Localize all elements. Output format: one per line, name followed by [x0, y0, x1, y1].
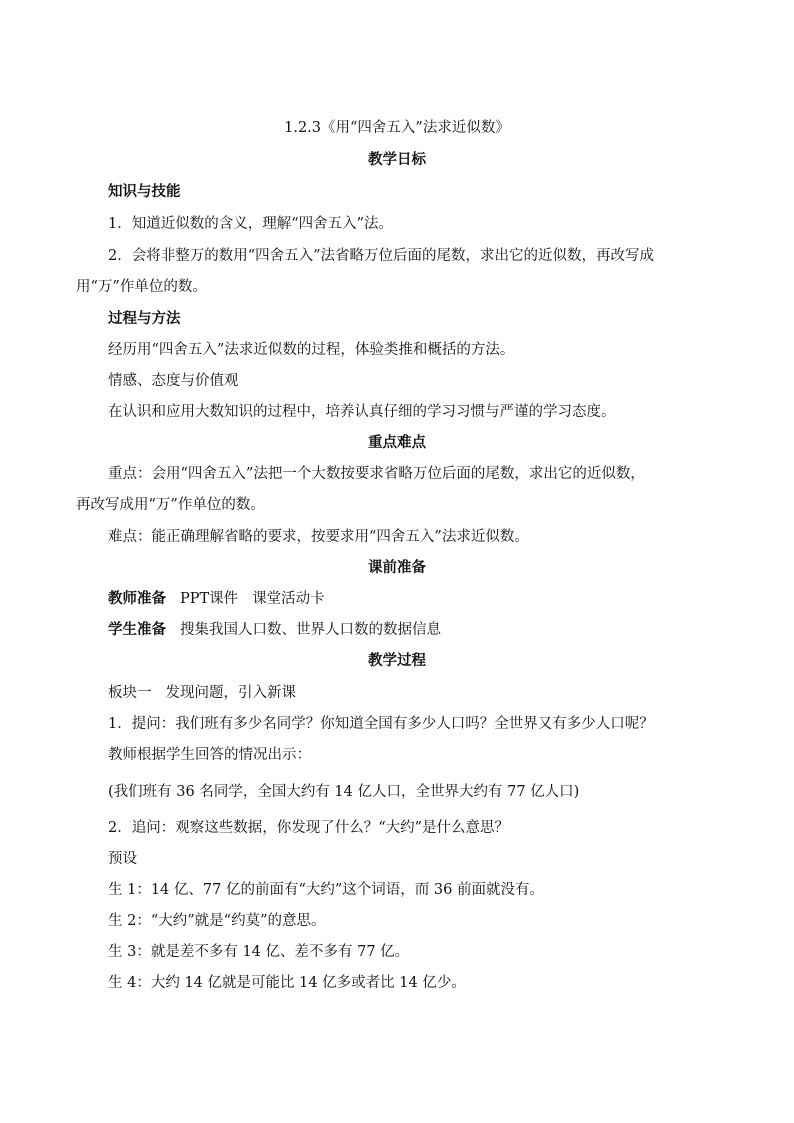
- objective-item-2-line-2: 用“万”作单位的数。: [76, 279, 207, 295]
- student-answer: 生 1：14 亿、77 亿的前面有“大约”这个词语，而 36 前面就没有。: [108, 882, 544, 898]
- question-1-note: 教师根据学生回答的情况出示：: [108, 747, 311, 763]
- teacher-preparation: [0, 589, 794, 609]
- displayed-data: (我们班有 36 名同学，全国大约有 14 亿人口，全世界大约有 77 亿人口): [108, 784, 580, 800]
- focus-line-2: 再改写成用“万”作单位的数。: [76, 497, 265, 513]
- objective-item-1: 1．知道近似数的含义，理解“四舍五入”法。: [108, 216, 394, 232]
- teacher-preparation-label: 教师准备: [108, 590, 166, 607]
- student-preparation-text: 搜集我国人口数、世界人口数的数据信息: [180, 622, 441, 638]
- student-answer: 生 3：就是差不多有 14 亿、差不多有 77 亿。: [108, 944, 410, 960]
- knowledge-heading: 知识与技能: [108, 183, 181, 200]
- student-answer: 生 4：大约 14 亿就是可能比 14 亿多或者比 14 亿少。: [108, 975, 466, 991]
- process-method-text: 经历用“四舍五入”法求近似数的过程，体验类推和概括的方法。: [108, 342, 515, 358]
- block-1-heading: [0, 683, 794, 703]
- section-heading-objectives: 教学日标: [368, 151, 426, 168]
- question-1: 1．提问：我们班有多少名同学？你知道全国有多少人口吗？全世界又有多少人口呢？: [108, 716, 654, 732]
- student-preparation: [0, 620, 794, 640]
- teacher-preparation-item: PPT课件: [180, 591, 239, 607]
- student-answer: 生 2：“大约”就是“约莫”的意思。: [108, 913, 326, 929]
- block-1-title: 发现问题，引入新课: [165, 685, 296, 701]
- block-1-label: 板块一: [108, 685, 152, 701]
- student-preparation-label: 学生准备: [108, 621, 166, 638]
- attitude-text: 在认识和应用大数知识的过程中，培养认真仔细的学习习惯与严谨的学习态度。: [108, 404, 616, 420]
- attitude-heading: 情感、态度与价值观: [108, 373, 239, 389]
- teacher-preparation-item: 课堂活动卡: [252, 591, 325, 607]
- document-title: 1.2.3《用“四舍五入”法求近似数》: [284, 120, 510, 136]
- question-2: 2．追问：观察这些数据，你发现了什么？“大约”是什么意思？: [108, 820, 510, 836]
- section-heading-process: 教学过程: [368, 652, 426, 669]
- section-heading-key-points: 重点难点: [368, 434, 426, 451]
- objective-item-2-line-1: 2．会将非整万的数用“四舍五入”法省略万位后面的尾数，求出它的近似数，再改写成: [108, 248, 655, 264]
- section-heading-preparation: 课前准备: [368, 559, 426, 576]
- focus-line-1: 重点：会用“四舍五入”法把一个大数按要求省略万位后面的尾数，求出它的近似数，: [108, 466, 645, 482]
- process-method-heading: 过程与方法: [108, 310, 181, 327]
- preset-label: 预设: [108, 851, 137, 867]
- difficulty-text: 难点：能正确理解省略的要求，按要求用“四舍五入”法求近似数。: [108, 529, 529, 545]
